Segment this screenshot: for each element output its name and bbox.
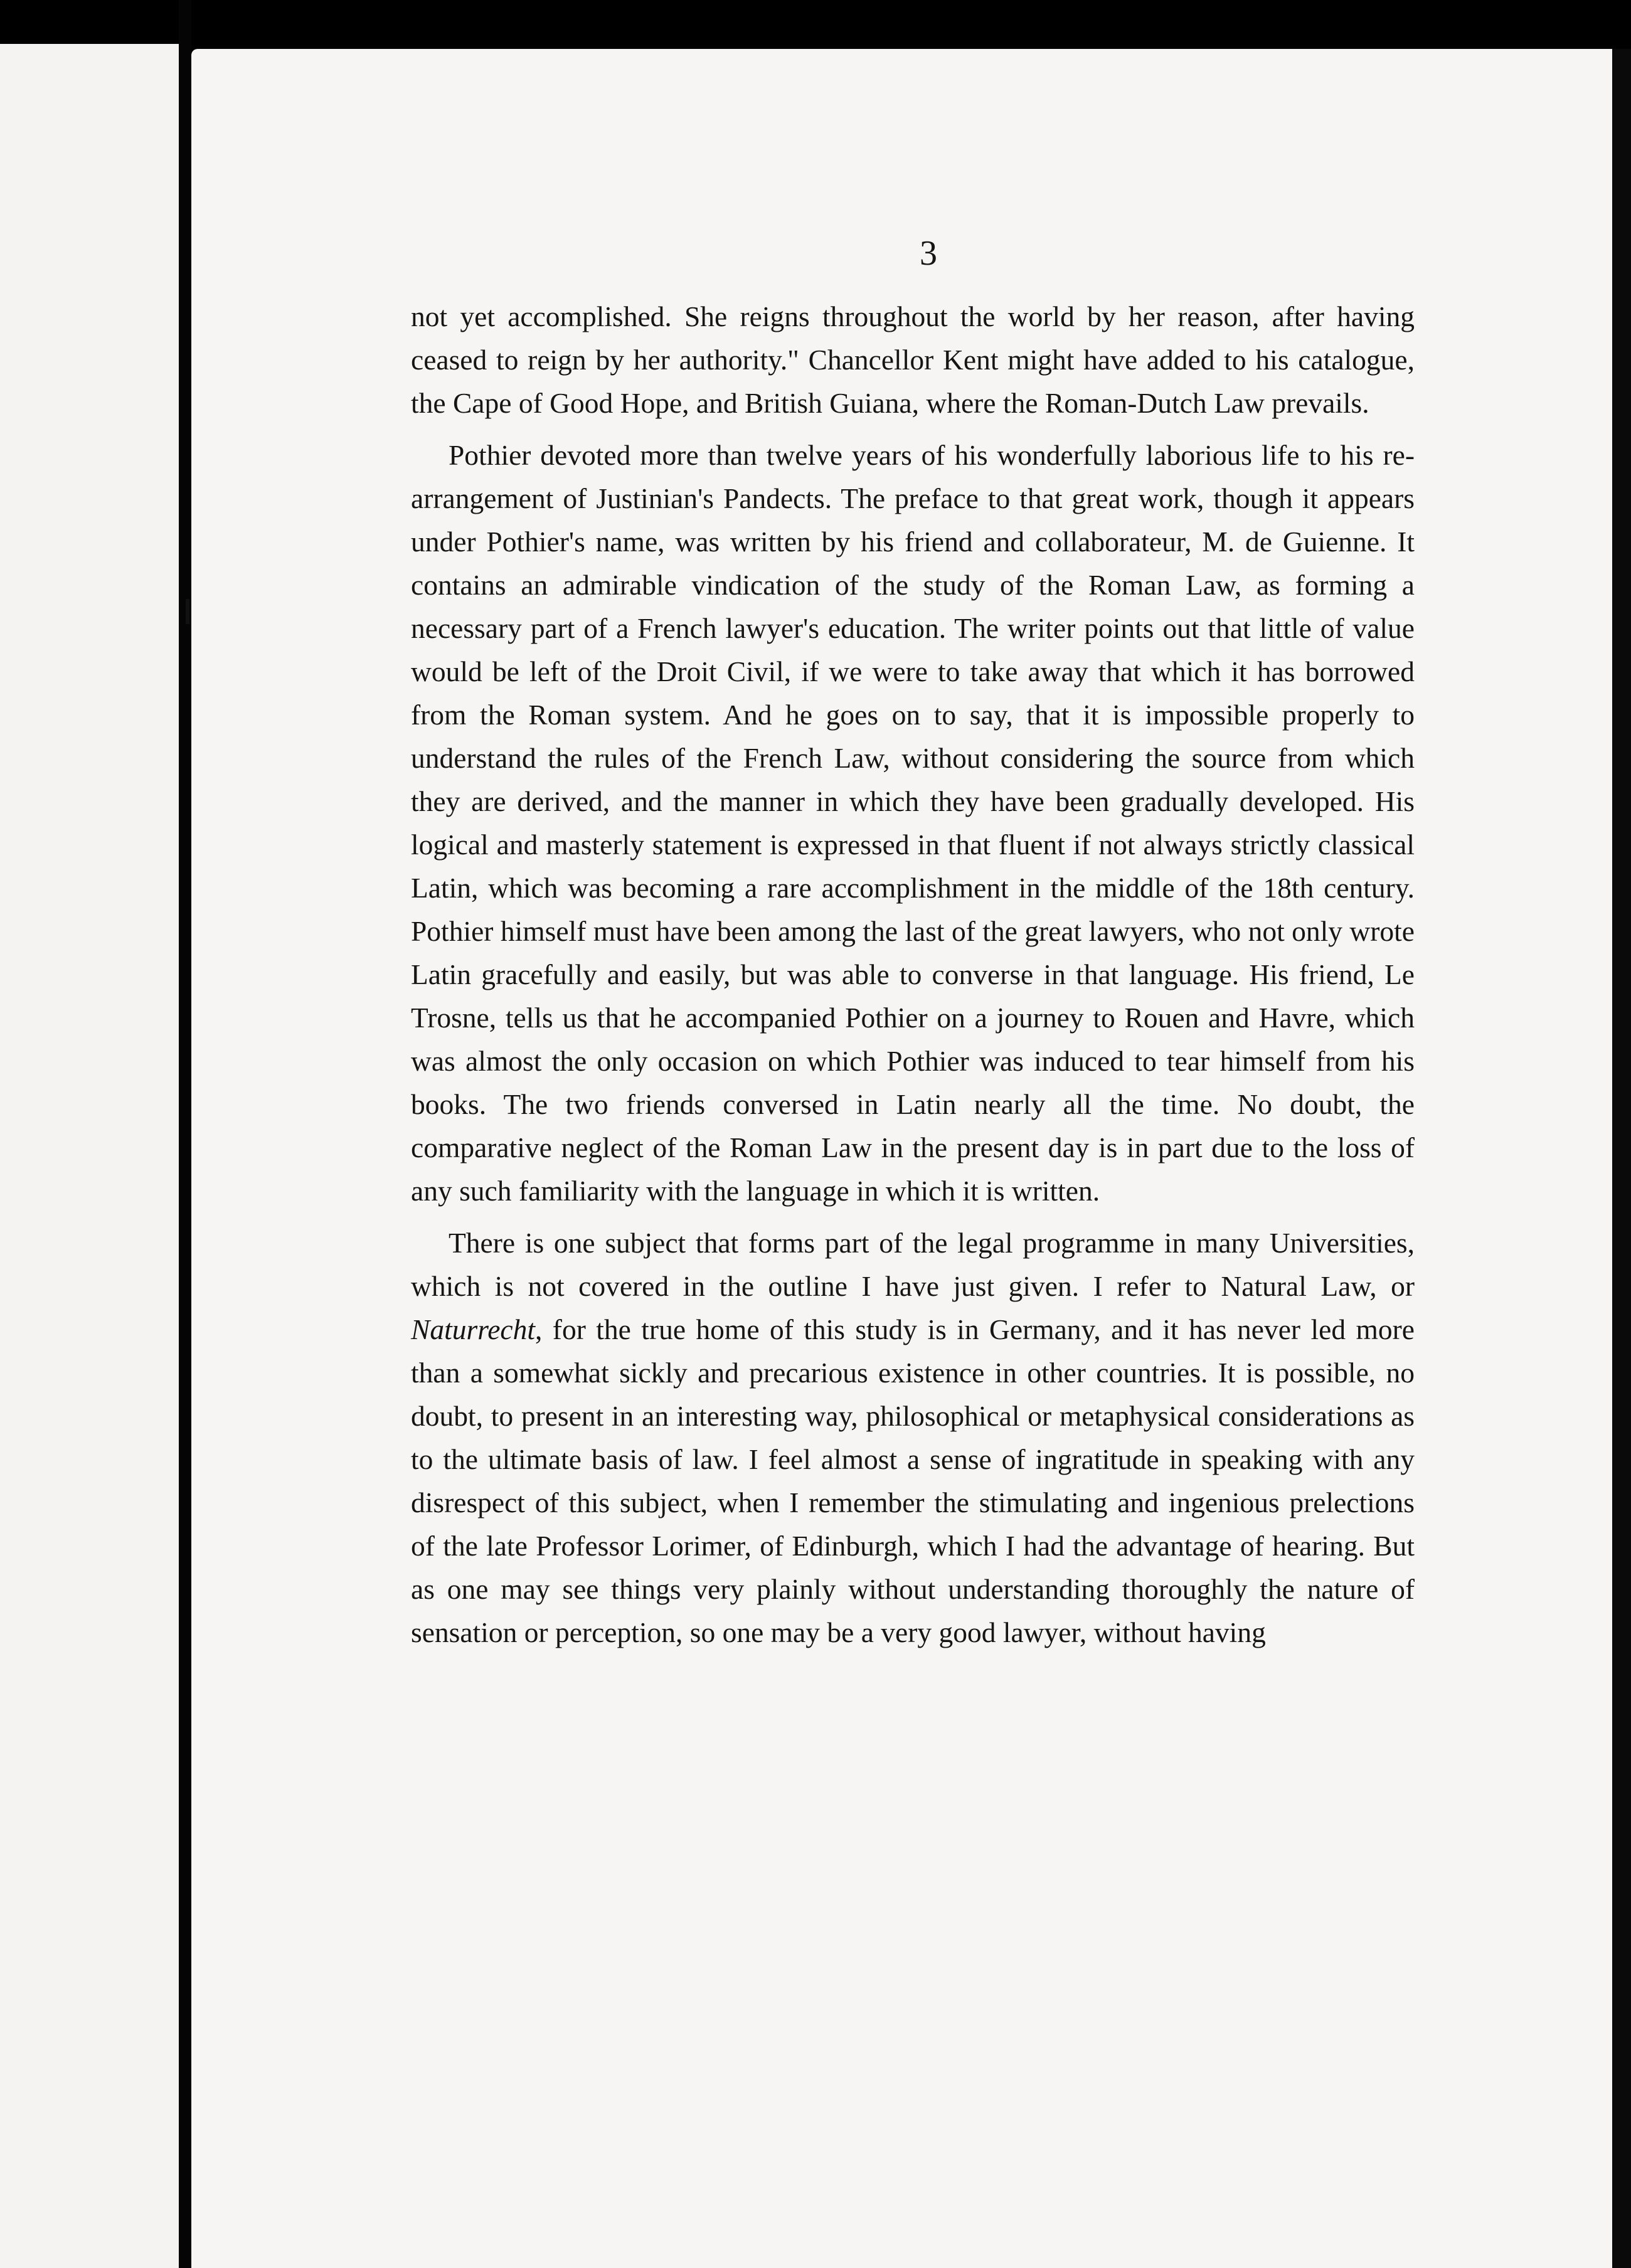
facing-page-edge	[0, 44, 179, 2268]
paragraph-3-italic-term: Naturrecht	[411, 1313, 535, 1345]
paragraph-2: Pothier devoted more than twelve years of his wonderfully laborious life to his re-arrangement of Justinian's Pandects. The preface to that great work, though it appears under Pothier's name, was written by his friend and collaborateur, M. de Guienne. It contains an admirable vindication of the study of the Roman Law, as forming a necessary part of a French lawyer's education. The writer points out that little of value would be left of the Droit Civil, if we were to take away that which it has borrowed from the Roman system. And he goes on to say, that it is impossible properly to understand the rules of the French Law, without considering the source from which they are derived, and the manner in which they have been gradually developed. His logical and masterly statement is expressed in that fluent if not always strictly classical Latin, which was becoming a rare accomplishment in the middle of the 18th century. Pothier himself must have been among the last of the great lawyers, who not only wrote Latin gracefully and easily, but was able to converse in that language. His friend, Le Trosne, tells us that he accompanied Pothier on a journey to Rouen and Havre, which was almost the only occasion on which Pothier was induced to tear himself from his books. The two friends conversed in Latin nearly all the time. No doubt, the comparative neglect of the Roman Law in the present day is in part due to the loss of any such familiarity with the language in which it is written.	[411, 439, 1415, 1207]
page-right-edge	[1612, 49, 1631, 2268]
paragraph-3	[411, 1221, 1415, 1654]
paragraph-3-text-after: , for the true home of this study is in Germany, and it has never led more than a somewhat sickly and precarious existence in other countries. It is possible, no doubt, to present in an interesting way, philosophical or metaphysical considerations as to the ultimate basis of law. I feel almost a sense of ingratitude in speaking with any disrespect of this subject, when I remember the stimulating and ingenious prelections of the late Professor Lorimer, of Edinburgh, which I had the advantage of hearing. But as one may see things very plainly without understanding thoroughly the nature of sensation or perception, so one may be a very good lawyer, without having	[411, 1313, 1415, 1648]
paragraph-3-text-before: There is one subject that forms part of the legal programme in many Universities, which is not covered in the outline I have just given. I refer to Natural Law, or	[411, 1227, 1415, 1302]
book-gutter	[179, 0, 191, 2268]
margin-mark	[186, 599, 189, 624]
paragraph-1: not yet accomplished. She reigns throughout the world by her reason, after having ceased to reign by her authority." Chancellor Kent might have added to his catalogue, the Cape of Good Hope, and British Guiana, where the Roman-Dutch Law prevails.	[411, 300, 1415, 419]
page-number: 3	[920, 234, 937, 273]
body-text	[411, 295, 1415, 1663]
